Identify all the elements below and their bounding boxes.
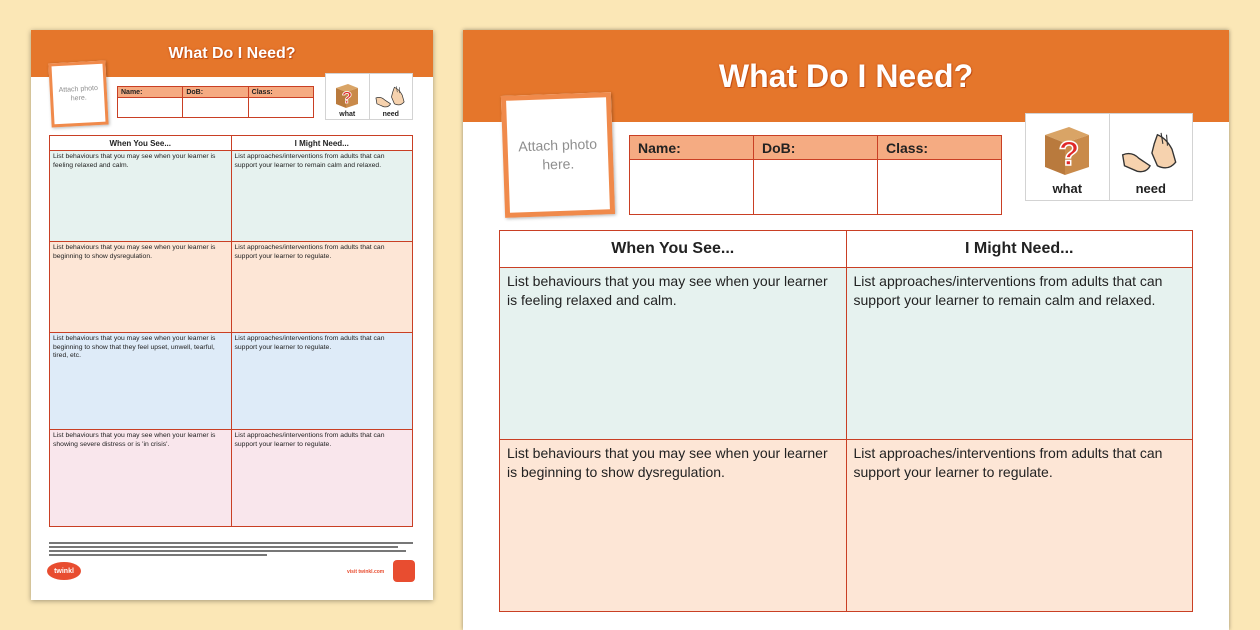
dob-field[interactable] xyxy=(183,98,248,118)
see-cell-relaxed-zoom[interactable]: List behaviours that you may see when your learner is feeling relaxed and calm. xyxy=(500,268,847,440)
need-label-zoom: need xyxy=(1135,181,1166,196)
need-symbol xyxy=(370,74,413,119)
disclaimer-lines xyxy=(49,542,413,556)
what-symbol-zoom xyxy=(1026,114,1110,200)
need-cell-dysregulation-zoom[interactable]: List approaches/interventions from adults that can support your learner to regulate. xyxy=(846,440,1193,612)
hands-icon xyxy=(374,83,408,111)
partner-badge xyxy=(393,560,415,582)
worksheet-thumbnail xyxy=(31,30,433,600)
dob-field-zoom[interactable] xyxy=(754,160,878,215)
need-cell-upset[interactable]: List approaches/interventions from adults that can support your learner to regulate. xyxy=(231,333,413,430)
name-field[interactable] xyxy=(118,98,183,118)
profile-table-zoom xyxy=(629,135,1002,215)
i-might-need-header: I Might Need... xyxy=(231,136,413,151)
name-label: Name: xyxy=(118,87,183,98)
need-cell-relaxed-zoom[interactable]: List approaches/interventions from adults that can support your learner to remain calm and relaxed. xyxy=(846,268,1193,440)
photo-placeholder-text: Attach photo here. xyxy=(58,84,99,103)
needs-table-zoom xyxy=(499,230,1193,612)
see-cell-upset[interactable]: List behaviours that you may see when your learner is beginning to show that they feel upset, unwell, tearful, tired, etc. xyxy=(50,333,232,430)
photo-placeholder[interactable] xyxy=(48,61,108,128)
class-field-zoom[interactable] xyxy=(878,160,1002,215)
footer-url[interactable]: visit twinkl.com xyxy=(347,569,385,575)
hands-icon xyxy=(1119,125,1183,181)
page-title-zoom: What Do I Need? xyxy=(718,57,974,94)
class-field[interactable] xyxy=(248,98,313,118)
when-you-see-header-zoom: When You See... xyxy=(500,231,847,268)
need-symbol-zoom xyxy=(1110,114,1193,200)
need-cell-relaxed[interactable]: List approaches/interventions from adults that can support your learner to remain calm and relaxed. xyxy=(231,151,413,242)
svg-text:?: ? xyxy=(342,88,353,107)
see-cell-crisis[interactable]: List behaviours that you may see when your learner is showing severe distress or is 'in crisis'. xyxy=(50,430,232,527)
what-label-zoom: what xyxy=(1052,181,1083,196)
dob-label-zoom: DoB: xyxy=(754,136,878,160)
profile-table xyxy=(117,86,314,118)
twinkl-logo[interactable] xyxy=(47,562,81,580)
need-label: need xyxy=(382,111,399,118)
what-symbol xyxy=(326,74,370,119)
page-title: What Do I Need? xyxy=(168,44,296,62)
what-label: what xyxy=(339,111,356,118)
see-cell-dysregulation-zoom[interactable]: List behaviours that you may see when your learner is beginning to show dysregulation. xyxy=(500,440,847,612)
name-label-zoom: Name: xyxy=(630,136,754,160)
symbol-panel xyxy=(325,73,413,120)
see-cell-dysregulation[interactable]: List behaviours that you may see when your learner is beginning to show dysregulation. xyxy=(50,242,232,333)
need-cell-dysregulation[interactable]: List approaches/interventions from adults that can support your learner to regulate. xyxy=(231,242,413,333)
worksheet-zoom xyxy=(463,30,1229,630)
box-question-icon xyxy=(333,81,361,111)
when-you-see-header: When You See... xyxy=(50,136,232,151)
svg-text:?: ? xyxy=(1058,135,1080,173)
symbol-panel-zoom xyxy=(1025,113,1193,201)
photo-placeholder-zoom[interactable] xyxy=(501,92,615,218)
name-field-zoom[interactable] xyxy=(630,160,754,215)
photo-placeholder-text-zoom: Attach photo here. xyxy=(518,135,598,173)
i-might-need-header-zoom: I Might Need... xyxy=(846,231,1193,268)
dob-label: DoB: xyxy=(183,87,248,98)
needs-table xyxy=(49,135,413,527)
twinkl-logo-text: twinkl xyxy=(54,567,74,575)
class-label: Class: xyxy=(248,87,313,98)
class-label-zoom: Class: xyxy=(878,136,1002,160)
need-cell-crisis[interactable]: List approaches/interventions from adults that can support your learner to regulate. xyxy=(231,430,413,527)
see-cell-relaxed[interactable]: List behaviours that you may see when your learner is feeling relaxed and calm. xyxy=(50,151,232,242)
box-question-icon xyxy=(1039,121,1095,181)
